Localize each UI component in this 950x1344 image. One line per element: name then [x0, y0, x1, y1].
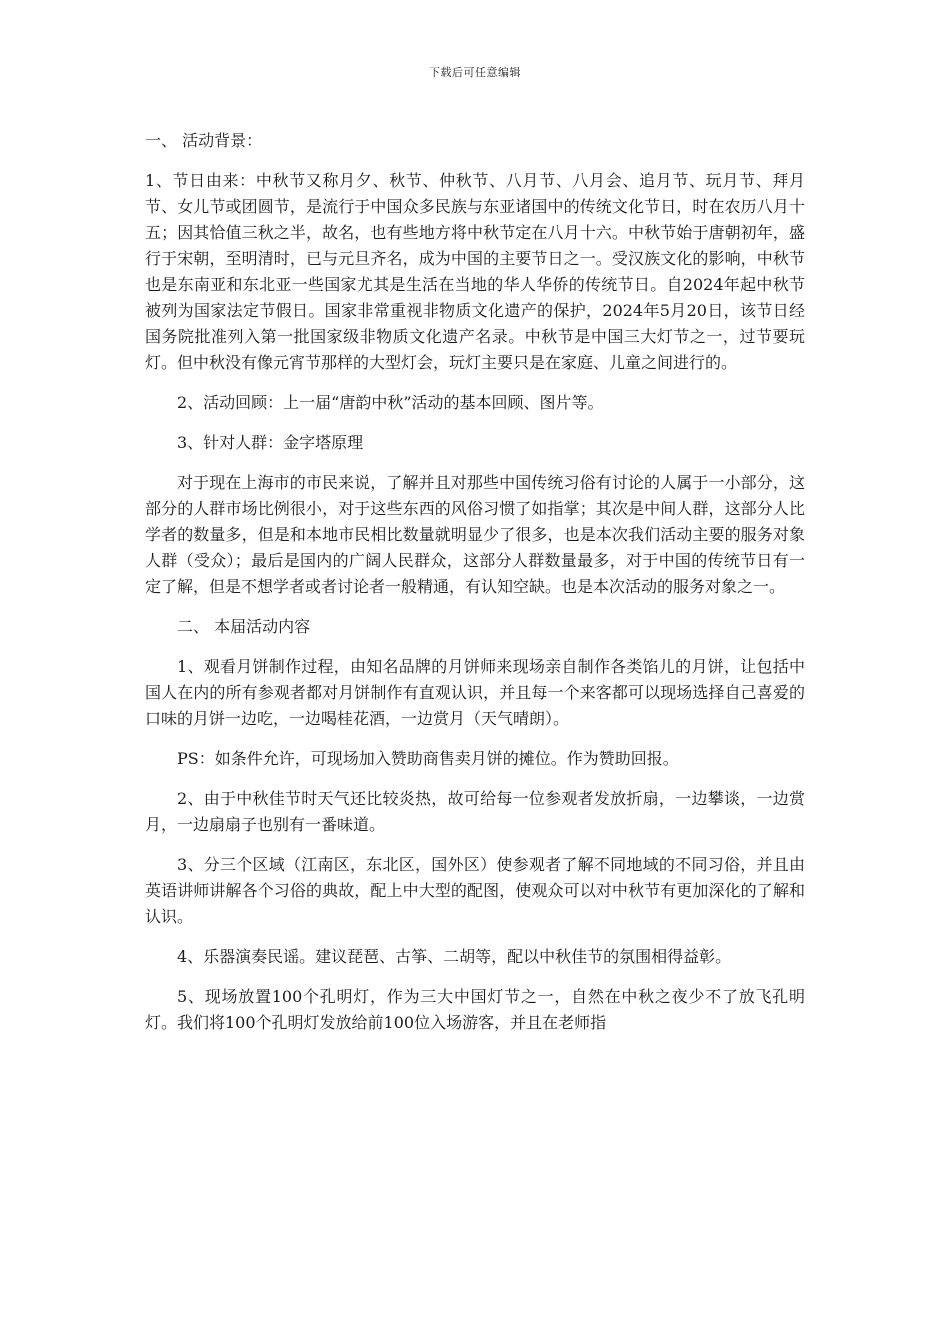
paragraph-activity-review: 2、活动回顾：上一届“唐韵中秋”活动的基本回顾、图片等。 [177, 393, 604, 412]
page-header: 下载后可任意编辑 [429, 66, 521, 79]
paragraph-item-music: 4、乐器演奏民谣。建议琵琶、古筝、二胡等，配以中秋佳节的氛围相得益彰。 [177, 947, 732, 966]
paragraph-ps-note: PS：如条件允许，可现场加入赞助商售卖月饼的摊位。作为赞助回报。 [177, 749, 679, 768]
paragraph-festival-origin: 1、节日由来：中秋节又称月夕、秋节、仲秋节、八月节、八月会、追月节、玩月节、拜月节、女儿节或团圆节，是流行于中国众多民族与东亚诸国中的传统文化节日，时在农历八月十五；因其恰值三秋之半，故名，也有些地方将中秋节定在八月十六。中秋节始于唐朝初年，盛行于宋朝，至明清时，已与元旦齐名，成为中国的主要节日之一。受汉族文化的影响，中秋节也是东南亚和东北亚一些国家尤其是生活在当地的华人华侨的传统节日。自2024年起中秋节被列为国家法定节假日。国家非常重视非物质文化遗产的保护，2024年5月20日，该节日经国务院批准列入第一批国家级非物质文化遗产名录。中秋节是中国三大灯节之一，过节要玩灯。但中秋没有像元宵节那样的大型灯会，玩灯主要只是在家庭、儿童之间进行的。 [145, 171, 805, 372]
paragraph-item-lanterns: 5、现场放置100个孔明灯，作为三大中国灯节之一，自然在中秋之夜少不了放飞孔明灯。我们将100个孔明灯发放给前100位入场游客，并且在老师指 [145, 987, 805, 1032]
paragraph-target-audience-title: 3、针对人群：金字塔原理 [177, 433, 364, 452]
paragraph-item-regions: 3、分三个区域（江南区，东北区，国外区）使参观者了解不同地域的不同习俗，并且由英语讲师讲解各个习俗的典故，配上中大型的配图，使观众可以对中秋节有更加深化的了解和认识。 [145, 855, 805, 926]
section-heading-background: 一、 活动背景： [145, 131, 263, 150]
section-heading-content: 二、 本届活动内容 [177, 617, 311, 636]
paragraph-item-fans: 2、由于中秋佳节时天气还比较炎热，故可给每一位参观者发放折扇，一边攀谈，一边赏月，一边扇扇子也别有一番味道。 [145, 789, 805, 834]
paragraph-target-audience-body: 对于现在上海市的市民来说，了解并且对那些中国传统习俗有讨论的人属于一小部分，这部分的人群市场比例很小，对于这些东西的风俗习惯了如指掌；其次是中间人群，这部分人比学者的数量多，但是和本地市民相比数量就明显少了很多，也是本次我们活动主要的服务对象人群（受众）；最后是国内的广阔人民群众，这部分人群数量最多，对于中国的传统节日有一定了解，但是不想学者或者讨论者一般精通，有认知空缺。也是本次活动的服务对象之一。 [145, 473, 805, 596]
document-body [145, 128, 805, 1050]
paragraph-item-mooncake: 1、观看月饼制作过程，由知名品牌的月饼师来现场亲自制作各类馅儿的月饼，让包括中国人在内的所有参观者都对月饼制作有直观认识，并且每一个来客都可以现场选择自己喜爱的口味的月饼一边吃，一边喝桂花酒，一边赏月（天气晴朗）。 [145, 657, 805, 728]
